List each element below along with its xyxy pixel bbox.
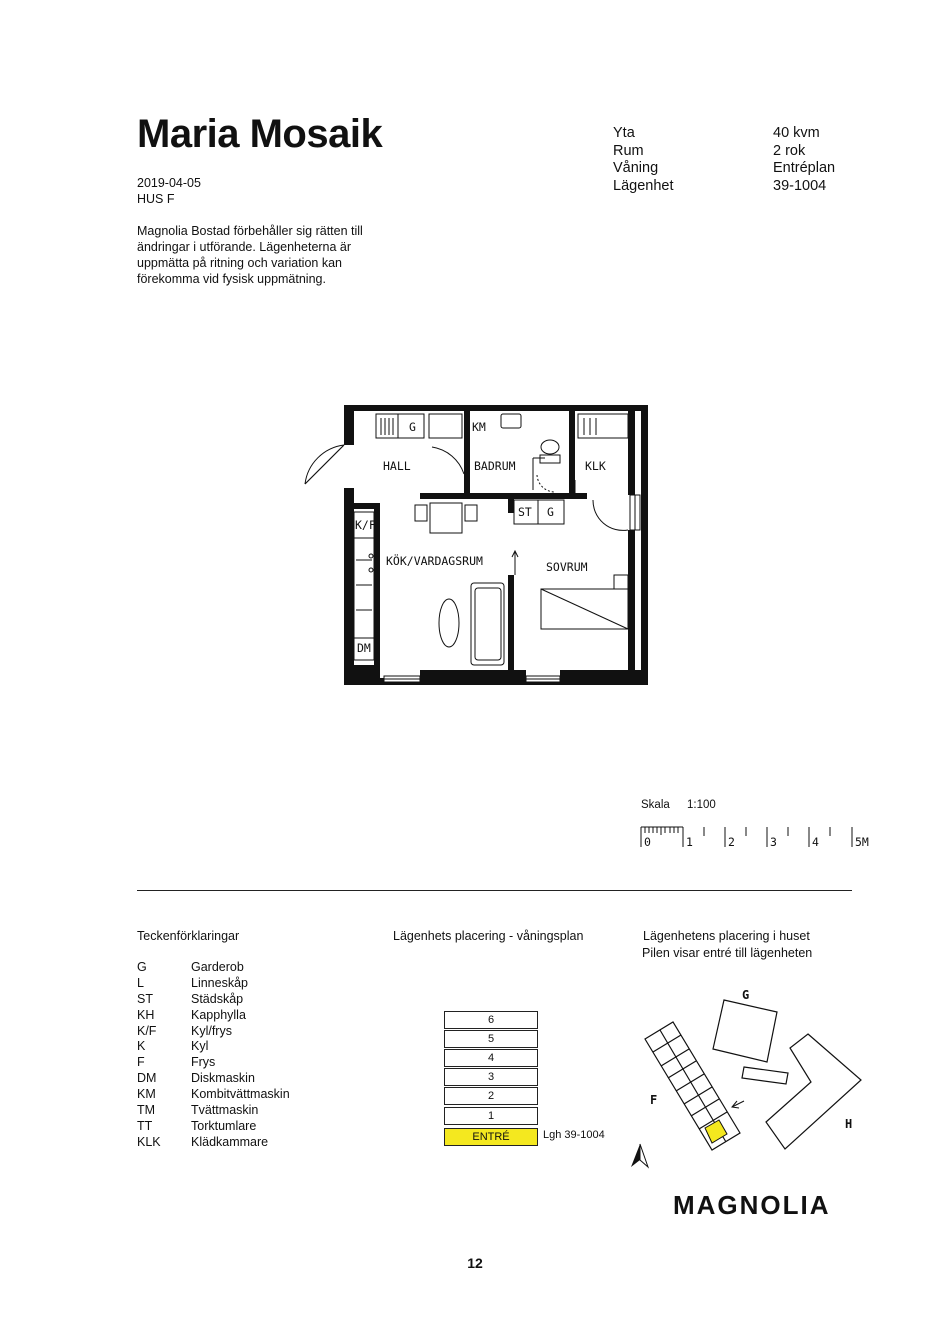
legend-code: ST: [137, 991, 153, 1006]
site-plan-subheading: Pilen visar entré till lägenheten: [642, 946, 813, 960]
scale-tick-label: 0: [644, 835, 651, 849]
apartment-floor-label: Lgh 39-1004: [543, 1129, 605, 1141]
floor-box: 5: [444, 1030, 538, 1048]
legend-desc: Frys: [191, 1055, 216, 1070]
scale-tick-label: 3: [770, 835, 777, 849]
legend-desc: Garderob: [191, 960, 244, 974]
legend-item: [137, 992, 357, 1008]
room-label-walk-in-closet: KLK: [585, 459, 606, 473]
fixture-label: KM: [472, 420, 486, 434]
info-label: Yta: [613, 125, 635, 141]
info-label: Lägenhet: [613, 177, 674, 194]
legend-item: [137, 1055, 357, 1071]
info-row-rooms: [613, 143, 873, 161]
room-label-kitchen-living: KÖK/VARDAGSRUM: [386, 554, 483, 568]
legend-code: TM: [137, 1103, 156, 1118]
legend-desc: Linneskåp: [191, 975, 248, 990]
room-label-hall: HALL: [383, 459, 411, 473]
legend-code: G: [137, 960, 147, 974]
scale-tick-label: 5M: [855, 835, 869, 849]
scale-ratio: 1:100: [686, 799, 716, 811]
info-value: 40 kvm: [773, 125, 820, 141]
legend-item: [137, 1119, 357, 1135]
scale-tick-label: 4: [812, 835, 819, 849]
legend-heading: Teckenförklaringar: [137, 929, 240, 943]
disclaimer-line: uppmätta på ritning och variation kan: [137, 256, 342, 270]
brand-logo: MAGNOLIA: [673, 1190, 831, 1220]
site-plan-map: [625, 980, 875, 1170]
legend-desc: Städskåp: [191, 991, 244, 1006]
legend-code: F: [137, 1055, 145, 1070]
legend-item: [137, 1087, 357, 1103]
scale-label: [641, 797, 716, 813]
entrance-floor-box: ENTRÉ: [444, 1128, 538, 1146]
fixture-label: G: [547, 505, 554, 519]
floor-box: 2: [444, 1087, 538, 1105]
floor-box: 6: [444, 1011, 538, 1029]
legend-item: [137, 1008, 357, 1024]
legend-code: L: [137, 975, 144, 990]
scale-bar: [636, 822, 876, 852]
legend-code: KLK: [137, 1134, 161, 1149]
legend-code: DM: [137, 1071, 157, 1086]
legend-item: [137, 1135, 357, 1151]
floor-box: 3: [444, 1068, 538, 1086]
floor-box: 1: [444, 1107, 538, 1125]
info-value: Entréplan: [773, 160, 836, 176]
info-value: 39-1004: [773, 177, 827, 194]
legend-item: [137, 976, 357, 992]
legend-code: K/F: [137, 1023, 157, 1038]
scale-tick-label: 2: [728, 835, 735, 849]
page-title: Maria Mosaik: [137, 112, 383, 156]
fixture-label: G: [409, 420, 416, 434]
legend-code: KM: [137, 1087, 156, 1102]
disclaimer-text: [137, 223, 397, 287]
info-row-apartment: [613, 178, 873, 196]
fixture-label: DM: [357, 641, 371, 655]
legend-item: [137, 1103, 357, 1119]
date-house-block: [137, 175, 201, 207]
legend-desc: Klädkammare: [191, 1134, 269, 1149]
legend-desc: Tvättmaskin: [191, 1103, 259, 1118]
section-divider: [137, 890, 852, 891]
scale-tick-label: 1: [686, 835, 693, 849]
room-label-bathroom: BADRUM: [474, 459, 516, 473]
document-date: 2019-04-05: [137, 176, 201, 190]
page-number: 12: [467, 1255, 483, 1271]
fixture-label: K/F: [355, 518, 376, 532]
building-label-f: F: [650, 1093, 658, 1107]
scale-word: Skala: [641, 799, 670, 811]
info-label: Våning: [613, 160, 659, 176]
room-label-bedroom: SOVRUM: [546, 560, 588, 574]
legend-item: [137, 1039, 357, 1055]
legend-item: [137, 1071, 357, 1087]
floor-position-heading: Lägenhets placering - våningsplan: [393, 929, 584, 943]
building-label-g: G: [742, 988, 750, 1002]
legend-code: KH: [137, 1007, 155, 1022]
fixture-label: ST: [518, 505, 532, 519]
house-label: HUS F: [137, 192, 175, 206]
info-label: Rum: [613, 142, 644, 159]
disclaimer-line: Magnolia Bostad förbehåller sig rätten till: [137, 224, 363, 238]
building-label-h: H: [845, 1117, 853, 1131]
legend-item: [137, 960, 357, 976]
floor-plan-drawing: [300, 400, 660, 690]
legend-list: [137, 960, 357, 1151]
disclaimer-line: ändringar i utförande. Lägenheterna är: [137, 240, 352, 254]
legend-desc: Kyl: [191, 1039, 209, 1054]
apartment-info-table: [613, 125, 873, 195]
disclaimer-line: förekomma vid fysisk uppmätning.: [137, 272, 326, 286]
floor-box: 4: [444, 1049, 538, 1067]
legend-code: K: [137, 1039, 146, 1054]
info-value: 2 rok: [773, 142, 806, 159]
legend-item: [137, 1024, 357, 1040]
info-row-area: [613, 125, 873, 143]
legend-desc: Kyl/frys: [191, 1023, 232, 1038]
info-row-floor: [613, 160, 873, 178]
legend-code: TT: [137, 1118, 153, 1133]
legend-desc: Torktumlare: [191, 1118, 257, 1133]
site-plan-heading: Lägenhetens placering i huset: [643, 929, 810, 943]
legend-desc: Diskmaskin: [191, 1071, 255, 1086]
legend-desc: Kapphylla: [191, 1007, 246, 1022]
legend-desc: Kombitvättmaskin: [191, 1087, 290, 1102]
